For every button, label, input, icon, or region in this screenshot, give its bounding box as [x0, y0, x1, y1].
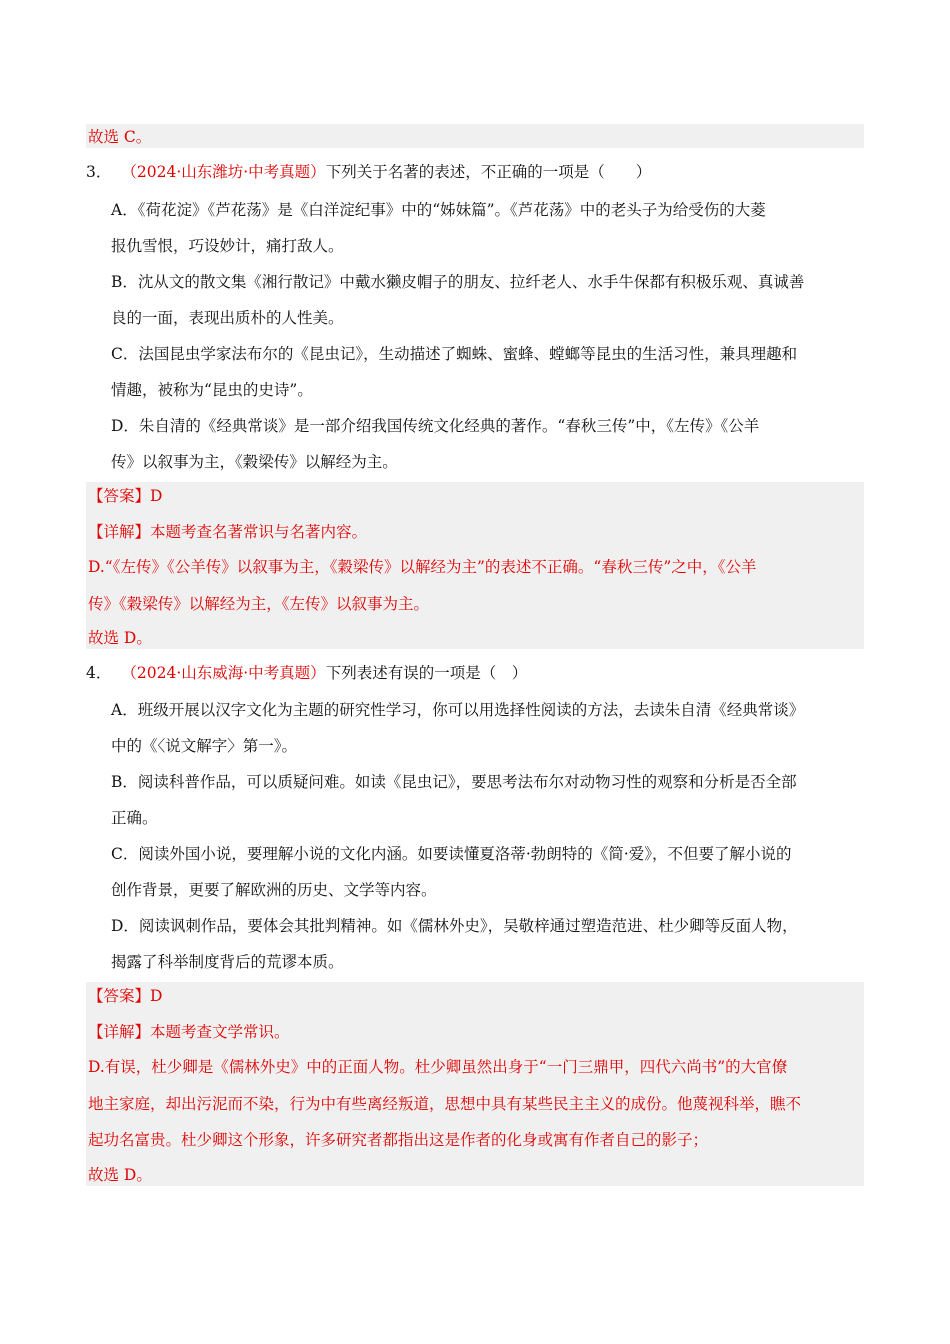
- question-number: 4．: [86, 664, 112, 682]
- q3-detail: [88, 522, 367, 542]
- prev-conclusion: 故选 C。: [88, 128, 152, 146]
- q3-answer: 【答案】D: [88, 487, 163, 505]
- q4-explanation-line1: D.有误，杜少卿是《儒林外史》中的正面人物。杜少卿虽然出身于“一门三鼎甲，四代六尚书”的大官僚: [88, 1058, 788, 1076]
- q3-option-d-line1: D．朱自清的《经典常谈》是一部介绍我国传统文化经典的著作。“春秋三传”中，《左传》《公羊: [111, 417, 760, 435]
- q4-option-a-line1: A．班级开展以汉字文化为主题的研究性学习，你可以用选择性阅读的方法，去读朱自清《经典常谈》: [111, 701, 805, 719]
- q4-explanation-line3: 起功名富贵。杜少卿这个形象，许多研究者都指出这是作者的化身或寓有作者自己的影子；: [88, 1131, 709, 1149]
- q4-detail: [88, 1022, 290, 1042]
- q4-conclusion: 故选 D。: [88, 1166, 152, 1184]
- detail-text: 【详解】本题考查名著常识与名著内容。: [88, 523, 368, 541]
- question-number: 3．: [86, 163, 112, 181]
- q3-explanation-line1: D.“《左传》《公羊传》以叙事为主，《穀梁传》以解经为主”的表述不正确。“春秋三传”之中，《公羊: [88, 558, 757, 576]
- q3-conclusion: 故选 D。: [88, 629, 152, 647]
- question-source: （2024·山东威海·中考真题）: [121, 664, 326, 682]
- q4-option-a-line2: 中的《〈说文解字〉第一》。: [111, 737, 298, 755]
- q4-option-c-line1: C．阅读外国小说，要理解小说的文化内涵。如要读懂夏洛蒂·勃朗特的《简·爱》，不但要了解小说的: [111, 845, 792, 863]
- q4-answer: 【答案】D: [88, 987, 163, 1005]
- answer-shade-prev: [86, 124, 864, 148]
- question-text: 下列关于名著的表述，不正确的一项是（ ）: [325, 163, 652, 181]
- q4-option-b-line2: 正确。: [111, 809, 158, 827]
- question-source: （2024·山东潍坊·中考真题）: [121, 163, 326, 181]
- q3-option-b-line1: B．沈从文的散文集《湘行散记》中戴水獭皮帽子的朋友、拉纤老人、水手牛保都有积极乐观、真诚善: [111, 273, 805, 291]
- q3-option-c-line2: 情趣，被称为“昆虫的史诗”。: [111, 381, 313, 399]
- q3-option-c-line1: C．法国昆虫学家法布尔的《昆虫记》，生动描述了蜘蛛、蜜蜂、螳螂等昆虫的生活习性，兼具理趣和: [111, 345, 798, 363]
- detail-text: 【详解】本题考查文学常识。: [88, 1023, 290, 1041]
- q3-option-a-line1: A．《荷花淀》《芦花荡》是《白洋淀纪事》中的“姊妹篇”。《芦花荡》中的老头子为给受伤的大菱: [111, 201, 766, 219]
- question-3-stem: [86, 162, 651, 182]
- q3-option-a-line2: 报仇雪恨，巧设妙计，痛打敌人。: [111, 237, 344, 255]
- q3-explanation-line2: 传》《穀梁传》以解经为主，《左传》以叙事为主。: [88, 595, 430, 613]
- q3-option-d-line2: 传》以叙事为主，《穀梁传》以解经为主。: [111, 453, 398, 471]
- q4-option-c-line2: 创作背景，更要了解欧洲的历史、文学等内容。: [111, 881, 437, 899]
- q4-option-d-line1: D．阅读讽刺作品，要体会其批判精神。如《儒林外史》，吴敬梓通过塑造范进、杜少卿等反面人物，: [111, 917, 798, 935]
- answer-shade-q4: [86, 982, 864, 1186]
- q4-option-d-line2: 揭露了科举制度背后的荒谬本质。: [111, 953, 344, 971]
- q3-option-b-line2: 良的一面，表现出质朴的人性美。: [111, 309, 344, 327]
- question-4-stem: [86, 663, 527, 683]
- question-text: 下列表述有误的一项是（ ）: [325, 664, 528, 682]
- q4-option-b-line1: B．阅读科普作品，可以质疑问难。如读《昆虫记》，要思考法布尔对动物习性的观察和分析是否全部: [111, 773, 797, 791]
- q4-explanation-line2: 地主家庭，却出污泥而不染，行为中有些离经叛道，思想中具有某些民主主义的成份。他蔑视科举，瞧不: [88, 1095, 802, 1113]
